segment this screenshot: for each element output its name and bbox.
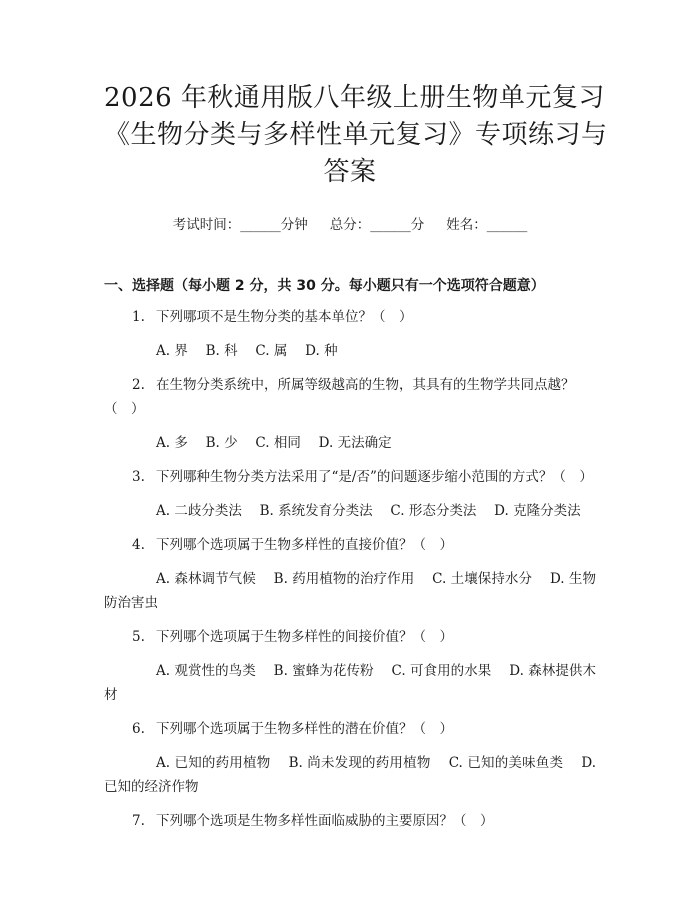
question-options: A. 界 B. 科 C. 属 D. 种: [156, 343, 338, 359]
question-options: A. 观赏性的鸟类 B. 蜜蜂为花传粉 C. 可食用的水果 D. 森林提供木材: [104, 663, 596, 703]
question-number: 3.: [132, 469, 145, 485]
question-number: 6.: [132, 721, 145, 737]
title-line-3: 答案: [323, 157, 377, 187]
question-number: 2.: [132, 377, 145, 393]
question-stem: 下列哪种生物分类方法采用了“是/否”的问题逐步缩小范围的方式？（ ）: [156, 469, 593, 485]
question-stem: 在生物分类系统中，所属等级越高的生物，其具有的生物学共同点越？（ ）: [104, 377, 575, 417]
exam-meta: [104, 213, 596, 233]
question-options: A. 多 B. 少 C. 相同 D. 无法确定: [156, 435, 392, 451]
question-3: [104, 465, 596, 523]
question-stem: 下列哪项不是生物分类的基本单位？（ ）: [156, 309, 413, 325]
question-stem: 下列哪个选项属于生物多样性的直接价值？（ ）: [156, 537, 453, 553]
question-7: [104, 809, 596, 833]
question-options: A. 已知的药用植物 B. 尚未发现的药用植物 C. 已知的美味鱼类 D. 已知的经济作物: [104, 755, 596, 795]
name-label: 姓名：______: [446, 217, 528, 233]
title-line-2: 《生物分类与多样性单元复习》专项练习与: [104, 120, 608, 150]
exam-time-label: 考试时间：______分钟: [172, 217, 308, 233]
question-stem: 下列哪个选项是生物多样性面临威胁的主要原因？（ ）: [156, 813, 494, 829]
question-options: A. 二歧分类法 B. 系统发育分类法 C. 形态分类法 D. 克隆分类法: [156, 503, 581, 519]
question-1: [104, 305, 596, 363]
title-line-1: 2026 年秋通用版八年级上册生物单元复习: [104, 83, 605, 113]
question-6: [104, 717, 596, 799]
document-title: [104, 80, 608, 191]
question-4: [104, 533, 596, 615]
question-stem: 下列哪个选项属于生物多样性的潜在价值？（ ）: [156, 721, 453, 737]
section-heading-choice: 一、选择题（每小题 2 分，共 30 分。每小题只有一个选项符合题意）: [104, 278, 545, 294]
total-score-label: 总分：______分: [329, 217, 425, 233]
question-options: A. 森林调节气候 B. 药用植物的治疗作用 C. 土壤保持水分 D. 生物防治害虫: [104, 571, 596, 611]
question-number: 4.: [132, 537, 145, 553]
question-number: 5.: [132, 629, 145, 645]
question-2: [104, 373, 596, 455]
question-number: 1.: [132, 309, 145, 325]
question-number: 7.: [132, 813, 145, 829]
question-stem: 下列哪个选项属于生物多样性的间接价值？（ ）: [156, 629, 453, 645]
question-5: [104, 625, 596, 707]
